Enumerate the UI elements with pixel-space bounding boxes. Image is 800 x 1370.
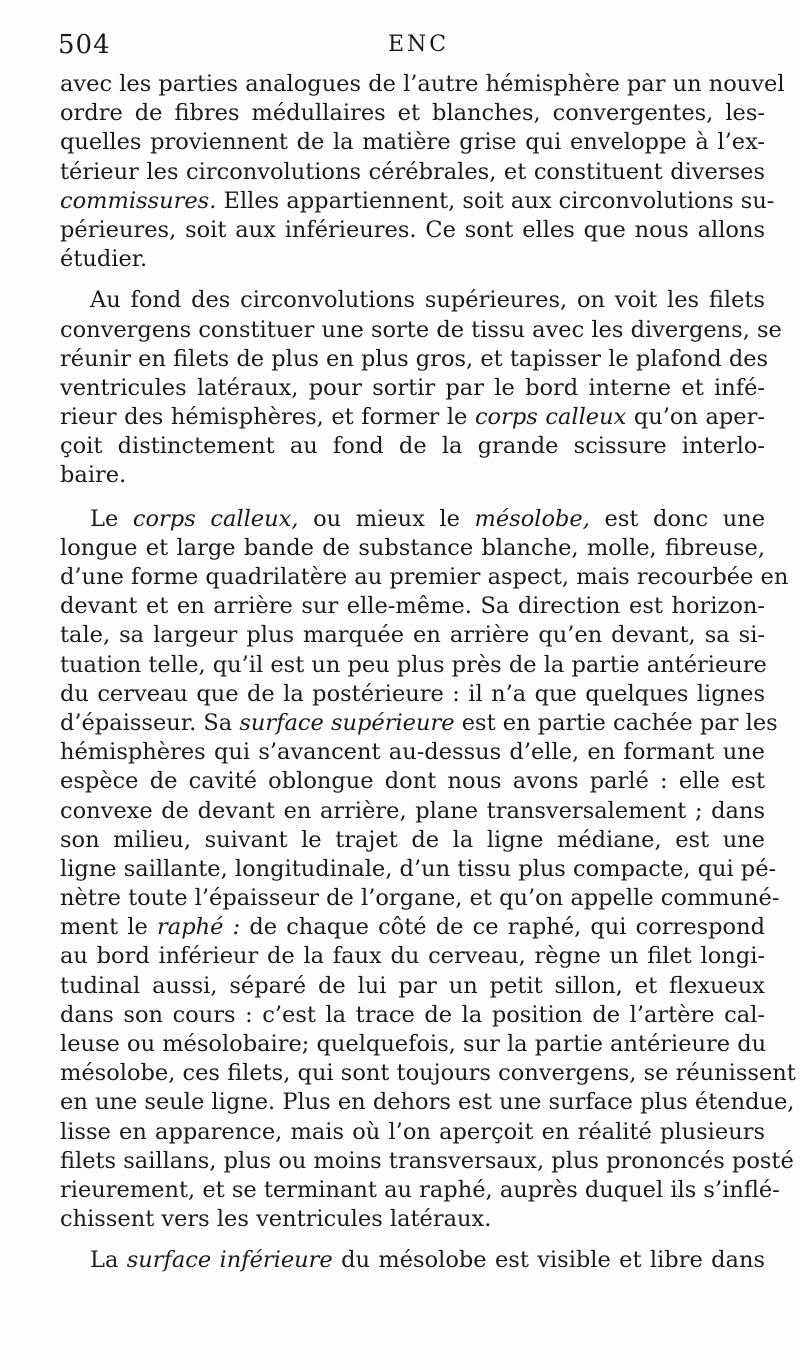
- text-line: [60, 158, 765, 187]
- paragraph: [60, 70, 785, 274]
- text-run: baire.: [60, 462, 127, 489]
- text-line: [60, 432, 765, 461]
- text-run: réunir en filets de plus en plus gros, et tapisser le plafond des: [60, 345, 769, 372]
- body-text: [60, 70, 796, 1288]
- text-run: hémisphères qui s’avancent au-dessus d’elle, en formant une: [60, 739, 765, 766]
- text-line: [60, 913, 765, 942]
- text-line: [60, 286, 765, 315]
- italic-term: raphé :: [157, 914, 241, 941]
- text-line: [60, 592, 765, 621]
- text-run: convergens constituer une sorte de tissu avec les divergens, se: [60, 316, 782, 343]
- text-run: lisse en apparence, mais où l’on aperçoit en réalité plusieurs: [60, 1118, 765, 1145]
- text-run: est donc une: [589, 505, 766, 532]
- text-run: térieur les circonvolutions cérébrales, et constituent diverses: [60, 158, 765, 185]
- text-run: rieur des hémisphères, et former le: [60, 404, 475, 431]
- italic-term: surface inférieure: [126, 1247, 333, 1274]
- paragraph: [60, 505, 796, 1235]
- text-line: [60, 1030, 765, 1059]
- text-line: [60, 1205, 765, 1234]
- text-run: périeures, soit aux inférieures. Ce sont elles que nous allons: [60, 216, 765, 243]
- text-run: d’une forme quadrilatère au premier aspect, mais recourbée en: [60, 564, 789, 590]
- text-line: [60, 534, 765, 563]
- text-line: [60, 942, 765, 971]
- text-line: [60, 345, 769, 374]
- text-run: longue et large bande de substance blanche, molle, fibreuse,: [60, 534, 765, 561]
- italic-term: surface supérieure: [239, 709, 455, 736]
- text-run: étudier.: [60, 246, 148, 273]
- text-run: tale, sa largeur plus marquée en arrière qu’en devant, sa si-: [60, 622, 765, 649]
- text-run: chissent vers les ventricules latéraux.: [60, 1206, 492, 1233]
- text-run: au bord inférieur de la faux du cerveau, règne un filet longi-: [60, 943, 765, 970]
- text-run: du mésolobe est visible et libre dans: [332, 1247, 765, 1274]
- text-run: avec les parties analogues de l’autre hémisphère par un nouvel: [60, 71, 785, 97]
- text-run: tudinal aussi, séparé de lui par un petit sillon, et flexueux: [60, 972, 765, 999]
- text-run: de chaque côté de ce raphé, qui correspond: [240, 914, 766, 941]
- text-line: [60, 826, 765, 855]
- text-run: tuation telle, qu’il est un peu plus près de la partie antérieure: [60, 651, 767, 678]
- running-head: [58, 30, 758, 64]
- text-run: qu’on aper-: [626, 404, 765, 431]
- text-run: dans son cours : c’est la trace de la position de l’artère cal-: [60, 1001, 765, 1028]
- text-run: ligne saillante, longitudinale, d’un tissu plus compacte, qui pé-: [60, 855, 777, 882]
- text-line: [60, 621, 765, 650]
- text-line: [60, 70, 785, 99]
- text-line: [60, 187, 775, 216]
- text-line: [60, 461, 765, 490]
- text-line: [60, 1147, 794, 1176]
- text-run: Au fond des circonvolutions supérieures, on voit les filets: [90, 287, 765, 314]
- italic-term: mésolobe,: [474, 505, 590, 532]
- text-run: La: [90, 1247, 127, 1274]
- text-line: [60, 797, 765, 826]
- text-line: [60, 680, 765, 709]
- text-line: [60, 1176, 780, 1205]
- text-run: ou mieux le: [298, 505, 475, 532]
- text-line: [60, 374, 765, 403]
- text-run: Elles appartiennent, soit aux circonvolutions su-: [216, 187, 775, 214]
- text-line: [60, 563, 789, 592]
- paragraph: [60, 286, 782, 490]
- italic-term: corps calleux: [474, 404, 627, 431]
- text-line: [60, 1118, 765, 1147]
- text-run: du cerveau que de la postérieure : il n’a que quelques lignes: [60, 680, 765, 707]
- text-line: [60, 245, 765, 274]
- text-line: [60, 738, 765, 767]
- text-run: nètre toute l’épaisseur de l’organe, et qu’on appelle communé-: [60, 885, 780, 912]
- text-run: ment le: [60, 914, 158, 941]
- text-line: [60, 884, 780, 913]
- italic-term: corps calleux,: [132, 505, 299, 532]
- text-run: Le: [90, 505, 133, 532]
- text-line: [60, 216, 765, 245]
- text-line: [60, 1001, 765, 1030]
- text-run: quelles proviennent de la matière grise qui enveloppe à l’ex-: [60, 129, 765, 156]
- text-line: [60, 316, 782, 345]
- text-run: en une seule ligne. Plus en dehors est une surface plus étendue,: [60, 1089, 795, 1116]
- text-line: [60, 505, 765, 534]
- text-line: [60, 99, 765, 128]
- text-run: leuse ou mésolobaire; quelquefois, sur la partie antérieure du: [60, 1031, 767, 1057]
- text-line: [60, 767, 765, 796]
- text-line: [60, 128, 765, 157]
- italic-term: commissures.: [60, 187, 217, 214]
- text-line: [60, 855, 777, 884]
- text-run: ordre de fibres médullaires et blanches, convergentes, les-: [60, 100, 765, 127]
- text-run: mésolobe, ces filets, qui sont toujours convergens, se réunissent: [60, 1060, 796, 1087]
- text-run: devant et en arrière sur elle-même. Sa direction est horizon-: [60, 593, 765, 620]
- text-line: [60, 972, 765, 1001]
- text-run: est en partie cachée par les: [454, 709, 778, 736]
- text-run: son milieu, suivant le trajet de la ligne médiane, est une: [60, 826, 765, 853]
- text-line: [60, 709, 778, 738]
- paragraph: [60, 1246, 765, 1275]
- text-run: rieurement, et se terminant au raphé, auprès duquel ils s’inflé-: [60, 1176, 780, 1203]
- text-line: [60, 1088, 795, 1117]
- text-run: espèce de cavité oblongue dont nous avons parlé : elle est: [60, 768, 765, 795]
- text-run: d’épaisseur. Sa: [60, 709, 240, 736]
- page-number: 504: [58, 30, 111, 60]
- text-run: çoit distinctement au fond de la grande scissure interlo-: [60, 433, 765, 460]
- text-line: [60, 1059, 796, 1088]
- text-line: [60, 1246, 765, 1275]
- text-run: ventricules latéraux, pour sortir par le bord interne et infé-: [60, 374, 765, 401]
- section-heading: ENC: [388, 32, 450, 57]
- text-run: convexe de devant en arrière, plane transversalement ; dans: [60, 797, 765, 824]
- text-run: filets saillans, plus ou moins transversaux, plus prononcés posté: [60, 1147, 794, 1174]
- text-line: [60, 403, 765, 432]
- text-line: [60, 651, 765, 680]
